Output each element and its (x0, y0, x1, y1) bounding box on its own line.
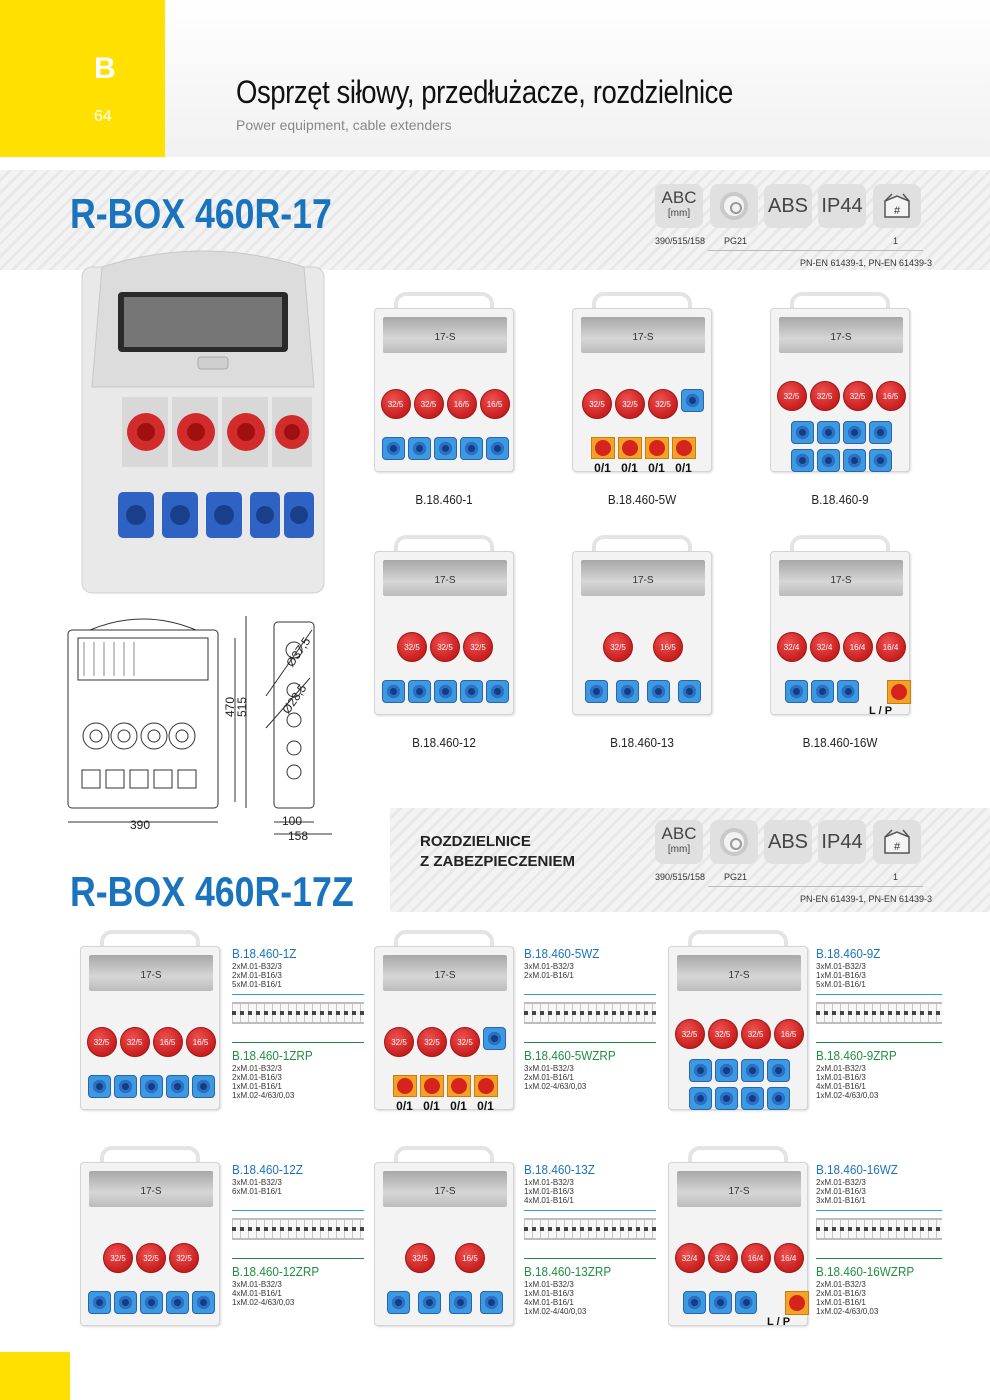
chapter-tab (0, 0, 165, 157)
spec-divider (708, 250, 923, 251)
divider (232, 1258, 364, 1259)
variant-caption: B.18.460-12 (412, 735, 476, 750)
pg-caption: PG21 (724, 236, 748, 246)
chapter-letter: B (94, 52, 116, 85)
gland-icon (710, 820, 758, 864)
variant-rp-code: B.18.460-9ZRP (816, 1048, 897, 1063)
dims-caption: 390/515/158 (655, 236, 706, 246)
breakers-image (232, 1002, 364, 1024)
dim-height-inner: 470 (223, 696, 238, 718)
section2-title: R-BOX 460R-17Z (70, 868, 354, 915)
norm-caption: PN-EN 61439-1, PN-EN 61439-3 (800, 894, 933, 904)
variant-code: B.18.460-16WZ (816, 1162, 898, 1177)
qty-caption: 1 (893, 872, 899, 882)
variant-code: B.18.460-12Z (232, 1162, 303, 1177)
variant-b18-460-5w[interactable]: 17-S 32/5 32/5 32/5 0/1 0/1 0/1 0/1 (572, 292, 712, 472)
variant-desc: 2xM.01-B32/3 2xM.01-B16/3 5xM.01-B16/1 (232, 962, 282, 989)
product-photo (78, 237, 328, 597)
dim-depth-outer: 158 (288, 829, 309, 843)
variant-caption: B.18.460-13 (610, 735, 674, 750)
variant-b18-460-16w[interactable]: 17-S 32/4 32/4 16/4 16/4 L / P (770, 535, 910, 715)
footer-tab (0, 1352, 70, 1400)
variant-desc: 3xM.01-B32/3 1xM.01-B16/3 5xM.01-B16/1 (816, 962, 866, 989)
dims-caption: 390/515/158 (655, 872, 706, 882)
divider (232, 1210, 364, 1211)
divider (524, 1210, 656, 1211)
variant-rp-code: B.18.460-12ZRP (232, 1264, 320, 1279)
norm-caption: PN-EN 61439-1, PN-EN 61439-3 (800, 258, 933, 268)
spec-divider (708, 886, 923, 887)
variant-code: B.18.460-5WZ (524, 946, 600, 961)
variant-rp-code: B.18.460-13ZRP (524, 1264, 612, 1279)
divider (524, 994, 656, 995)
variant-code: B.18.460-13Z (524, 1162, 595, 1177)
mm-text: [mm] (667, 208, 691, 219)
page-subtitle: Power equipment, cable extenders (236, 117, 452, 133)
variant-code: B.18.460-9Z (816, 946, 881, 961)
package-icon (873, 184, 921, 228)
pg-caption: PG21 (724, 872, 748, 882)
variant-code: B.18.460-1Z (232, 946, 297, 961)
divider (816, 994, 942, 995)
variant-desc: 3xM.01-B32/3 2xM.01-B16/1 (524, 962, 574, 980)
variant-rp-desc: 2xM.01-B32/3 2xM.01-B16/3 1xM.01-B16/1 1xM.02-4/63/0,03 (816, 1280, 879, 1316)
section1-title: R-BOX 460R-17 (70, 190, 332, 237)
variant-caption: B.18.460-5W (607, 492, 677, 507)
dim-hole-small: Ø28,5 (279, 681, 310, 717)
abs-icon: ABS (764, 820, 812, 864)
dimensions-icon (655, 184, 703, 228)
section2-label: ROZDZIELNICE Z ZABEZPIECZENIEM (420, 833, 576, 870)
variant-rp-desc: 2xM.01-B32/3 2xM.01-B16/3 1xM.01-B16/1 1xM.02-4/63/0,03 (232, 1064, 295, 1100)
divider (816, 1258, 942, 1259)
variant-b18-460-9z[interactable]: 17-S 32/5 32/5 32/5 16/5 (668, 930, 808, 1110)
variant-b18-460-12[interactable]: 17-S 32/5 32/5 32/5 (374, 535, 514, 715)
variant-rp-code: B.18.460-1ZRP (232, 1048, 313, 1063)
variant-b18-460-9[interactable]: 17-S 32/5 32/5 32/5 16/5 (770, 292, 910, 472)
svg-text:#: # (893, 841, 901, 853)
divider (816, 1042, 942, 1043)
ip-rating-icon: IP44 (818, 184, 866, 228)
divider (524, 1042, 656, 1043)
gland-icon (710, 184, 758, 228)
variant-b18-460-5wz[interactable]: 17-S 32/5 32/5 32/5 0/1 0/1 0/1 0/1 (374, 930, 514, 1110)
variant-b18-460-1[interactable]: 17-S 32/5 32/5 16/5 16/5 (374, 292, 514, 472)
variant-rp-desc: 3xM.01-B32/3 4xM.01-B16/1 1xM.02-4/63/0,03 (232, 1280, 295, 1307)
dimensions-icon (655, 820, 703, 864)
svg-text:#: # (893, 205, 901, 217)
dim-height-outer: 515 (235, 696, 250, 718)
divider (232, 994, 364, 995)
dim-hole-large: Ø37,5 (283, 634, 314, 670)
variant-rp-code: B.18.460-16WZRP (816, 1264, 915, 1279)
divider (232, 1042, 364, 1043)
divider (816, 1210, 942, 1211)
breakers-image (232, 1218, 364, 1240)
page-number: 64 (94, 108, 112, 125)
divider (524, 1258, 656, 1259)
variant-b18-460-13z[interactable]: 17-S 32/5 16/5 (374, 1146, 514, 1326)
abs-icon: ABS (764, 184, 812, 228)
abc-text: ABC (661, 188, 697, 207)
variant-desc: 3xM.01-B32/3 6xM.01-B16/1 (232, 1178, 282, 1196)
package-icon (873, 820, 921, 864)
ip-rating-icon: IP44 (818, 820, 866, 864)
variant-desc: 2xM.01-B32/3 2xM.01-B16/3 3xM.01-B16/1 (816, 1178, 866, 1205)
variant-rp-code: B.18.460-5WZRP (524, 1048, 616, 1063)
variant-rp-desc: 1xM.01-B32/3 1xM.01-B16/3 4xM.01-B16/1 1xM.02-4/40/0,03 (524, 1280, 587, 1316)
variant-caption: B.18.460-9 (811, 492, 869, 507)
variant-desc: 1xM.01-B32/3 1xM.01-B16/3 4xM.01-B16/1 (524, 1178, 574, 1205)
variant-b18-460-12z[interactable]: 17-S 32/5 32/5 32/5 (80, 1146, 220, 1326)
variant-rp-desc: 3xM.01-B32/3 2xM.01-B16/1 1xM.02-4/63/0,03 (524, 1064, 587, 1091)
breakers-image (816, 1218, 942, 1240)
breakers-image (524, 1218, 656, 1240)
dim-depth-inner: 100 (282, 814, 303, 828)
variant-b18-460-1z[interactable]: 17-S 32/5 32/5 16/5 16/5 (80, 930, 220, 1110)
mm-text: [mm] (667, 844, 691, 855)
variant-rp-desc: 2xM.01-B32/3 1xM.01-B16/3 4xM.01-B16/1 1xM.02-4/63/0,03 (816, 1064, 879, 1100)
variant-caption: B.18.460-16W (802, 735, 878, 750)
variant-b18-460-16wz[interactable]: 17-S 32/4 32/4 16/4 16/4 L / P (668, 1146, 808, 1326)
dim-width: 390 (130, 818, 151, 832)
variant-caption: B.18.460-1 (415, 492, 473, 507)
qty-caption: 1 (893, 236, 899, 246)
breakers-image (524, 1002, 656, 1024)
page-title: Osprzęt siłowy, przedłużacze, rozdzielnice (236, 74, 733, 110)
abc-text: ABC (661, 824, 697, 843)
variant-b18-460-13[interactable]: 17-S 32/5 16/5 (572, 535, 712, 715)
breakers-image (816, 1002, 942, 1024)
